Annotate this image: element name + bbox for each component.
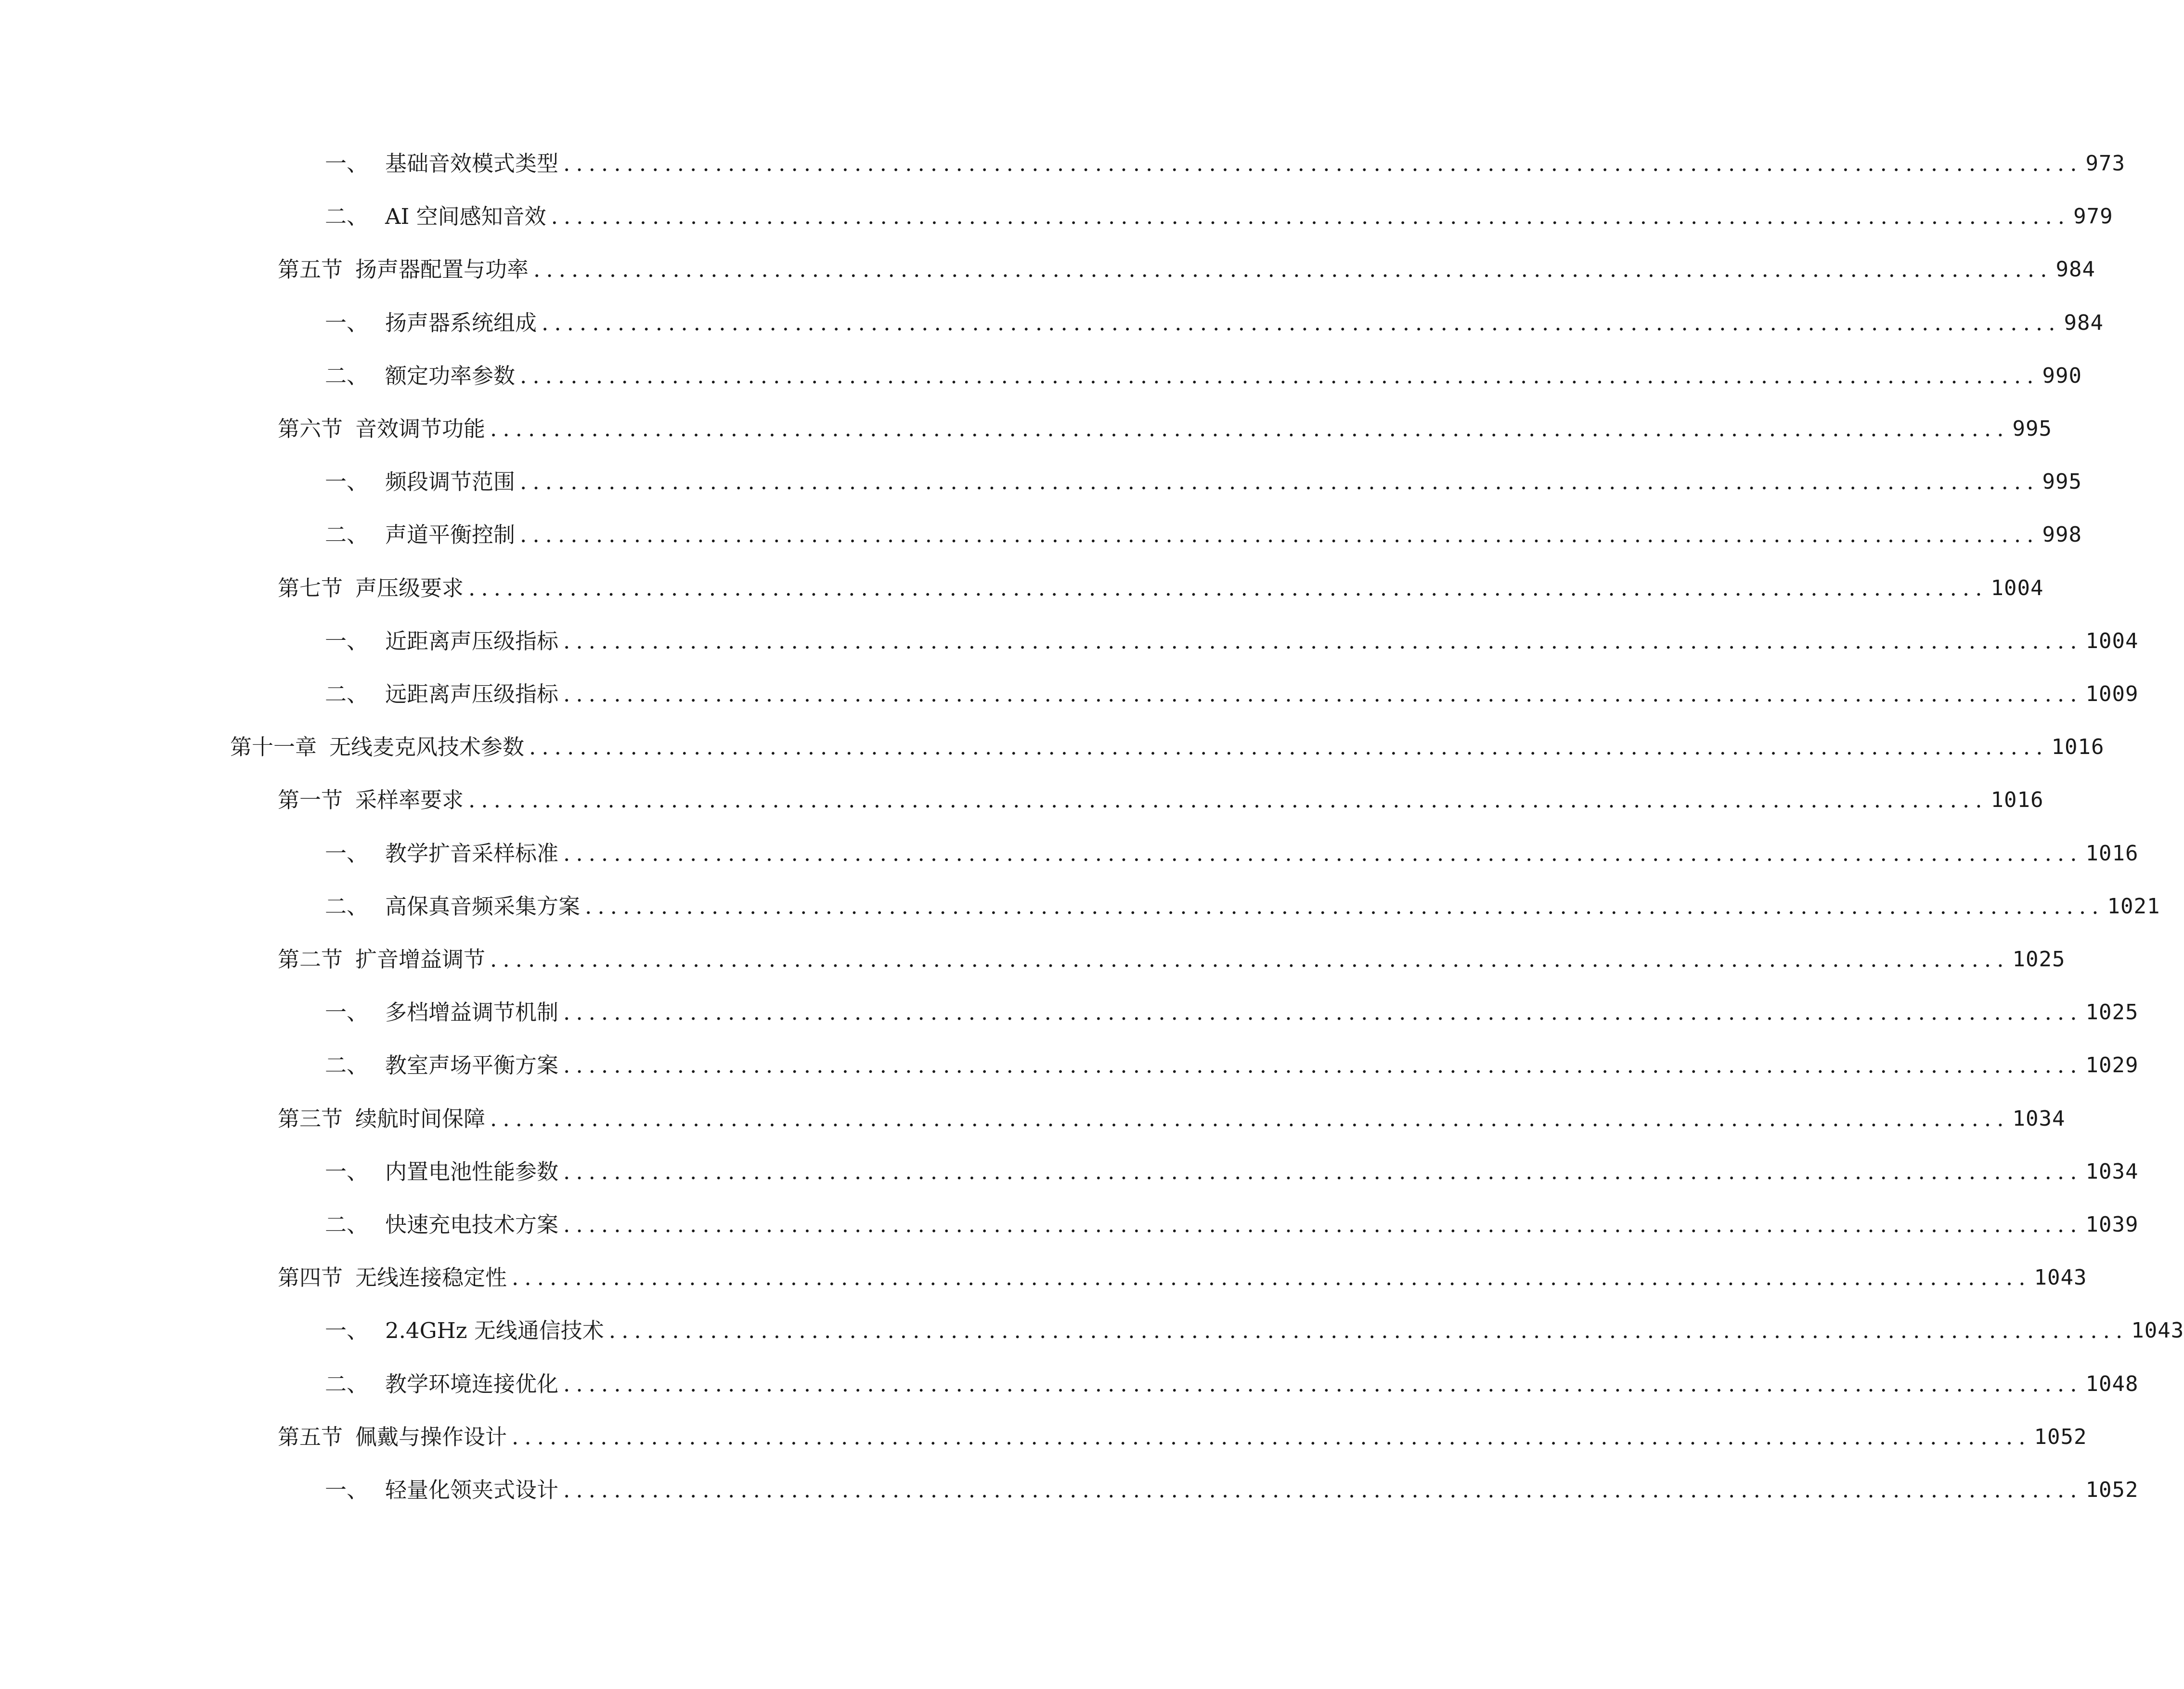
toc-entry-section[interactable] <box>278 246 2096 284</box>
toc-entry-page-number: 1034 <box>2085 1159 2139 1184</box>
toc-entry-page-number: 1016 <box>1990 788 2044 812</box>
toc-entry-item[interactable] <box>325 511 2082 549</box>
toc-entry-number: 第六节 <box>278 416 343 442</box>
dot-leader: ........................................................................................................................ <box>512 1265 2031 1290</box>
toc-entry-page-number: 1021 <box>2107 894 2160 919</box>
toc-entry-title: 扬声器系统组成 <box>385 310 537 336</box>
dot-leader: ........................................................................................................................ <box>563 1159 2083 1184</box>
toc-entry-item[interactable] <box>325 352 2082 390</box>
toc-entry-title: 声压级要求 <box>355 575 464 601</box>
toc-entry-item[interactable] <box>325 1360 2139 1399</box>
dot-leader: ........................................................................................................................ <box>468 575 1988 601</box>
toc-entry-title: 教室声场平衡方案 <box>385 1052 559 1078</box>
toc-entry-title: 续航时间保障 <box>355 1106 486 1131</box>
toc-entry-title: 无线连接稳定性 <box>355 1265 507 1290</box>
dot-leader: ........................................................................................................................ <box>563 1212 2083 1237</box>
toc-entry-page-number: 1004 <box>2085 629 2139 653</box>
dot-leader: ........................................................................................................................ <box>563 841 2083 866</box>
toc-entry-number: 一、 <box>325 1000 369 1025</box>
toc-entry-number: 二、 <box>325 894 369 919</box>
toc-entry-title: 轻量化领夹式设计 <box>385 1477 559 1503</box>
toc-entry-page-number: 1029 <box>2085 1053 2139 1078</box>
dot-leader: ........................................................................................................................ <box>608 1318 2129 1343</box>
toc-entry-item[interactable] <box>325 830 2139 868</box>
toc-entry-page-number: 1052 <box>2085 1478 2139 1502</box>
dot-leader: ........................................................................................................................ <box>563 1371 2083 1397</box>
toc-entry-item[interactable] <box>325 299 2104 338</box>
dot-leader: ........................................................................................................................ <box>490 416 2010 442</box>
toc-entry-page-number: 995 <box>2012 416 2053 441</box>
toc-entry-number: 一、 <box>325 628 369 654</box>
toc-entry-page-number: 1039 <box>2085 1212 2139 1237</box>
toc-entry-page-number: 1043 <box>2034 1265 2087 1290</box>
toc-entry-page-number: 1004 <box>1990 576 2044 600</box>
toc-entry-page-number: 1043 <box>2131 1318 2184 1343</box>
toc-entry-number: 一、 <box>325 310 369 336</box>
toc-entry-title: 声道平衡控制 <box>385 522 516 547</box>
dot-leader: ........................................................................................................................ <box>585 894 2105 919</box>
toc-entry-section[interactable] <box>278 1095 2066 1133</box>
toc-entry-page-number: 984 <box>2055 257 2096 282</box>
toc-entry-page-number: 995 <box>2042 469 2082 494</box>
toc-entry-page-number: 990 <box>2042 364 2082 388</box>
dot-leader: ........................................................................................................................ <box>563 1000 2083 1025</box>
toc-entry-number: 一、 <box>325 1318 369 1343</box>
toc-entry-number: 第五节 <box>278 257 343 282</box>
toc-entry-number: 第二节 <box>278 947 343 972</box>
toc-entry-number: 一、 <box>325 841 369 866</box>
toc-entry-number: 一、 <box>325 469 369 494</box>
toc-entry-item[interactable] <box>325 670 2139 709</box>
dot-leader: ........................................................................................................................ <box>533 257 2053 282</box>
toc-entry-title: AI 空间感知音效 <box>385 204 546 229</box>
toc-entry-number: 二、 <box>325 1371 369 1397</box>
toc-entry-page-number: 1016 <box>2051 735 2105 759</box>
dot-leader: ........................................................................................................................ <box>520 522 2040 547</box>
toc-entry-page-number: 984 <box>2064 311 2104 335</box>
toc-entry-number: 二、 <box>325 1052 369 1078</box>
toc-entry-number: 二、 <box>325 363 369 389</box>
toc-entry-page-number: 1034 <box>2012 1106 2066 1131</box>
toc-entry-title: 扬声器配置与功率 <box>355 257 529 282</box>
toc-entry-title: 频段调节范围 <box>385 469 516 494</box>
toc-entry-number: 二、 <box>325 681 369 707</box>
dot-leader: ........................................................................................................................ <box>520 363 2040 389</box>
toc-entry-title: 教学扩音采样标准 <box>385 841 559 866</box>
toc-entry-number: 一、 <box>325 1477 369 1503</box>
toc-entry-item[interactable] <box>325 1041 2139 1080</box>
toc-entry-page-number: 973 <box>2085 151 2126 176</box>
toc-entry-title: 2.4GHz 无线通信技术 <box>385 1318 604 1343</box>
dot-leader: ........................................................................................................................ <box>563 1052 2083 1078</box>
toc-entry-item[interactable] <box>325 883 2160 921</box>
toc-entry-item[interactable] <box>325 1201 2139 1239</box>
dot-leader: ........................................................................................................................ <box>563 1477 2083 1503</box>
toc-entry-title: 教学环境连接优化 <box>385 1371 559 1397</box>
toc-entry-section[interactable] <box>278 405 2053 443</box>
toc-entry-title: 音效调节功能 <box>355 416 486 442</box>
dot-leader: ........................................................................................................................ <box>490 1106 2010 1131</box>
toc-entry-number: 第十一章 <box>230 734 317 760</box>
toc-entry-title: 高保真音频采集方案 <box>385 894 581 919</box>
toc-entry-title: 多档增益调节机制 <box>385 1000 559 1025</box>
toc-entry-page-number: 1025 <box>2012 947 2066 972</box>
toc-entry-number: 一、 <box>325 151 369 176</box>
toc-entry-page-number: 979 <box>2073 204 2113 229</box>
toc-entry-page-number: 1025 <box>2085 1000 2139 1025</box>
toc-entry-item[interactable] <box>325 617 2139 656</box>
toc-entry-page-number: 1016 <box>2085 841 2139 866</box>
toc-entry-number: 第一节 <box>278 787 343 813</box>
dot-leader: ........................................................................................................................ <box>542 310 2061 336</box>
toc-entry-number: 二、 <box>325 522 369 547</box>
dot-leader: ........................................................................................................................ <box>490 947 2010 972</box>
toc-entry-item[interactable] <box>325 140 2126 178</box>
toc-entry-number: 第七节 <box>278 575 343 601</box>
toc-entry-title: 远距离声压级指标 <box>385 681 559 707</box>
toc-entry-number: 二、 <box>325 204 369 229</box>
toc-entry-number: 第五节 <box>278 1424 343 1450</box>
dot-leader: ........................................................................................................................ <box>563 628 2083 654</box>
dot-leader: ........................................................................................................................ <box>563 151 2083 176</box>
toc-entry-title: 采样率要求 <box>355 787 464 813</box>
toc-entry-title: 快速充电技术方案 <box>385 1212 559 1237</box>
toc-entry-item[interactable] <box>325 458 2082 496</box>
toc-entry-title: 基础音效模式类型 <box>385 151 559 176</box>
toc-entry-page-number: 1052 <box>2034 1425 2087 1449</box>
toc-entry-page-number: 1048 <box>2085 1372 2139 1396</box>
toc-entry-item[interactable] <box>325 988 2139 1027</box>
toc-entry-page-number: 1009 <box>2085 682 2139 706</box>
dot-leader: ........................................................................................................................ <box>512 1424 2031 1450</box>
toc-entry-item[interactable] <box>325 1148 2139 1186</box>
toc-entry-number: 一、 <box>325 1159 369 1184</box>
toc-entry-number: 二、 <box>325 1212 369 1237</box>
toc-entry-title: 近距离声压级指标 <box>385 628 559 654</box>
toc-entry-title: 佩戴与操作设计 <box>355 1424 507 1450</box>
dot-leader: ........................................................................................................................ <box>468 787 1988 813</box>
toc-entry-chapter[interactable] <box>230 723 2105 762</box>
toc-entry-title: 无线麦克风技术参数 <box>329 734 525 760</box>
toc-entry-title: 内置电池性能参数 <box>385 1159 559 1184</box>
toc-entry-item[interactable] <box>325 193 2113 231</box>
dot-leader: ........................................................................................................................ <box>551 204 2071 229</box>
toc-entry-page-number: 998 <box>2042 522 2082 547</box>
dot-leader: ........................................................................................................................ <box>529 734 2049 760</box>
toc-entry-item[interactable] <box>325 1307 2184 1345</box>
dot-leader: ........................................................................................................................ <box>520 469 2040 494</box>
toc-entry-title: 扩音增益调节 <box>355 947 486 972</box>
toc-entry-section[interactable] <box>278 935 2066 974</box>
toc-entry-item[interactable] <box>325 1466 2139 1505</box>
toc-entry-number: 第四节 <box>278 1265 343 1290</box>
toc-entry-section[interactable] <box>278 564 2044 603</box>
toc-entry-number: 第三节 <box>278 1106 343 1131</box>
toc-entry-section[interactable] <box>278 776 2044 815</box>
toc-entry-section[interactable] <box>278 1254 2087 1292</box>
dot-leader: ........................................................................................................................ <box>563 681 2083 707</box>
toc-entry-section[interactable] <box>278 1413 2087 1452</box>
toc-entry-title: 额定功率参数 <box>385 363 516 389</box>
